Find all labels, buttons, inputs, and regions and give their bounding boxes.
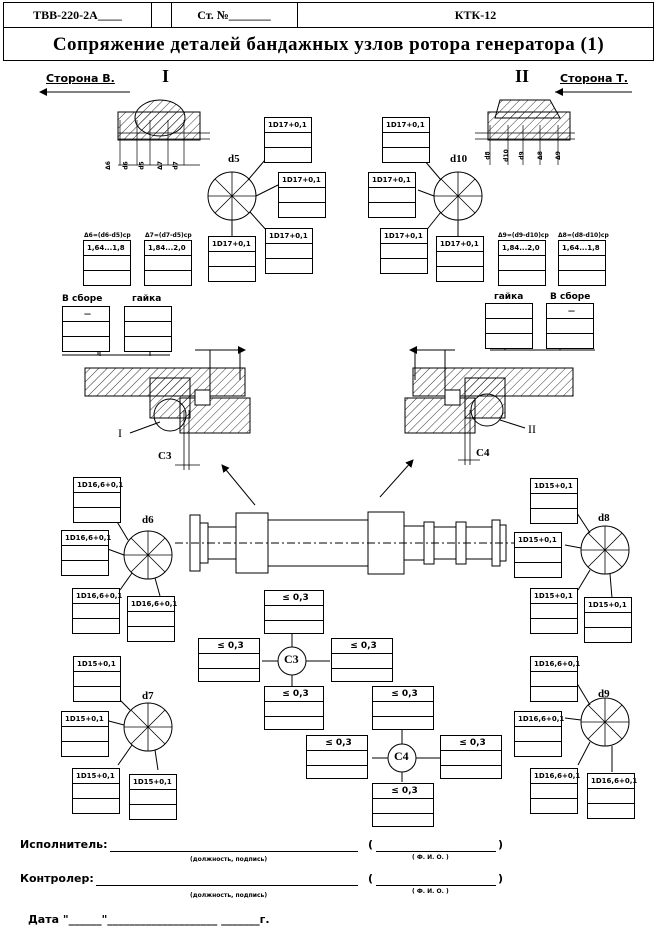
gap-label-c4: C4 xyxy=(476,447,490,459)
paren-close: ) xyxy=(498,838,504,851)
station-cell: Ст. №_______ xyxy=(171,3,298,27)
assembly-label: В сборе xyxy=(550,292,591,302)
dim-label: Δ7 xyxy=(156,161,164,170)
dim-label: d10 xyxy=(502,149,510,162)
assembly-left xyxy=(62,334,250,470)
gap-box: ≤ 0,3 xyxy=(198,638,260,682)
dim-label: d8 xyxy=(484,151,492,160)
tolerance-box: 1D16,6+0,1 xyxy=(72,588,120,634)
delta-box: 1,84...2,0 xyxy=(144,240,192,286)
assembly-label: гайка xyxy=(494,292,524,302)
c3-label: C3 xyxy=(284,652,299,666)
circle-d5 xyxy=(208,160,278,238)
date-field[interactable]: Дата "______"____________________ _______г. xyxy=(28,913,270,926)
controller-position-line[interactable] xyxy=(96,885,358,886)
section-II-numeral: II xyxy=(515,66,530,86)
delta-formula: Δ9=(d9-d10)ср xyxy=(498,232,549,239)
section-I-numeral: I xyxy=(162,66,170,86)
tolerance-box: 1D16,6+0,1 xyxy=(530,768,578,814)
fio-caption: ( Ф. И. О. ) xyxy=(412,854,449,861)
gap-box: ≤ 0,3 xyxy=(264,686,324,730)
assembly-numeral-I: I xyxy=(118,426,122,440)
tolerance-box: 1D17+0,1 xyxy=(265,228,313,274)
circle-label-d6: d6 xyxy=(142,514,154,526)
assembly-right xyxy=(405,340,595,465)
gap-box: ≤ 0,3 xyxy=(331,638,393,682)
delta-formula: Δ8=(d8-d10)ср xyxy=(558,232,609,239)
section-I-drawing xyxy=(118,100,210,165)
dim-label: d7 xyxy=(172,161,180,170)
right-side-label: Сторона Т. xyxy=(560,72,628,85)
rotor-shaft xyxy=(175,512,515,574)
gap-box: ≤ 0,3 xyxy=(440,735,502,779)
tolerance-box: 1D15+0,1 xyxy=(61,711,109,757)
executor-position-line[interactable] xyxy=(110,851,358,852)
tolerance-box: 1D17+0,1 xyxy=(264,117,312,163)
tolerance-box: 1D15+0,1 xyxy=(129,774,177,820)
assembly-label: В сборе xyxy=(62,294,103,304)
circle-label-d8: d8 xyxy=(598,512,610,524)
assembly-box xyxy=(485,303,533,349)
tolerance-box: 1D15+0,1 xyxy=(530,588,578,634)
circle-label-d7: d7 xyxy=(142,690,154,702)
gap-box: ≤ 0,3 xyxy=(264,590,324,634)
c4-label: C4 xyxy=(394,749,409,763)
left-side-label: Сторона В. xyxy=(46,72,115,85)
dim-label: d9 xyxy=(518,151,526,160)
circle-label-d9: d9 xyxy=(598,688,610,700)
controller-fio-line[interactable] xyxy=(376,885,496,886)
executor-label: Исполнитель: xyxy=(20,838,108,851)
tolerance-box: 1D15+0,1 xyxy=(530,478,578,524)
gap-box: ≤ 0,3 xyxy=(372,686,434,730)
page-title: Сопряжение деталей бандажных узлов ротора генератора (1) xyxy=(52,34,605,55)
tolerance-box: 1D16,6+0,1 xyxy=(73,477,121,523)
circle-d7 xyxy=(105,690,172,770)
tolerance-box: 1D17+0,1 xyxy=(380,228,428,274)
delta-box: 1,84...2,0 xyxy=(498,240,546,286)
paren-open: ( xyxy=(368,872,374,885)
tolerance-box: 1D16,6+0,1 xyxy=(127,596,175,642)
assembly-label: гайка xyxy=(132,294,162,304)
gap-box: ≤ 0,3 xyxy=(372,783,434,827)
gap-box: ≤ 0,3 xyxy=(306,735,368,779)
delta-formula: Δ7=(d7-d5)ср xyxy=(145,232,192,239)
tolerance-box: 1D16,6+0,1 xyxy=(587,773,635,819)
assembly-box: — xyxy=(546,303,594,349)
assembly-numeral-II: II xyxy=(528,422,536,436)
tolerance-box: 1D15+0,1 xyxy=(73,656,121,702)
gap-label-c3: C3 xyxy=(158,450,172,462)
circle-label-d5: d5 xyxy=(228,153,240,165)
tolerance-box: 1D16,6+0,1 xyxy=(61,530,109,576)
tolerance-box: 1D17+0,1 xyxy=(382,117,430,163)
tolerance-box: 1D15+0,1 xyxy=(584,597,632,643)
position-caption: (должность, подпись) xyxy=(190,892,268,899)
tolerance-box: 1D16,6+0,1 xyxy=(530,656,578,702)
dim-label: d6 xyxy=(122,161,130,170)
circle-d10 xyxy=(418,160,482,238)
paren-close: ) xyxy=(498,872,504,885)
delta-box: 1,64...1,8 xyxy=(558,240,606,286)
code-cell: КТК-12 xyxy=(454,8,497,22)
controller-label: Контролер: xyxy=(20,872,94,885)
dim-label: Δ8 xyxy=(536,151,544,160)
dim-label: Δ6 xyxy=(104,161,112,170)
assembly-box xyxy=(124,306,172,352)
paren-open: ( xyxy=(368,838,374,851)
executor-fio-line[interactable] xyxy=(376,851,496,852)
tolerance-box: 1D17+0,1 xyxy=(208,236,256,282)
dim-label: Δ9 xyxy=(554,151,562,160)
delta-box: 1,64...1,8 xyxy=(83,240,131,286)
tolerance-box: 1D17+0,1 xyxy=(368,172,416,218)
fio-caption: ( Ф. И. О. ) xyxy=(412,888,449,895)
tolerance-box: 1D16,6+0,1 xyxy=(514,711,562,757)
assembly-box: — xyxy=(62,306,110,352)
dim-label: d5 xyxy=(138,161,146,170)
position-caption: (должность, подпись) xyxy=(190,856,268,863)
tolerance-box: 1D17+0,1 xyxy=(278,172,326,218)
delta-formula: Δ6=(d6-d5)ср xyxy=(84,232,131,239)
tolerance-box: 1D15+0,1 xyxy=(72,768,120,814)
tolerance-box: 1D17+0,1 xyxy=(436,236,484,282)
tolerance-box: 1D15+0,1 xyxy=(514,532,562,578)
circle-label-d10: d10 xyxy=(450,153,468,165)
model-cell: ТВВ-220-2А____ xyxy=(4,3,152,27)
